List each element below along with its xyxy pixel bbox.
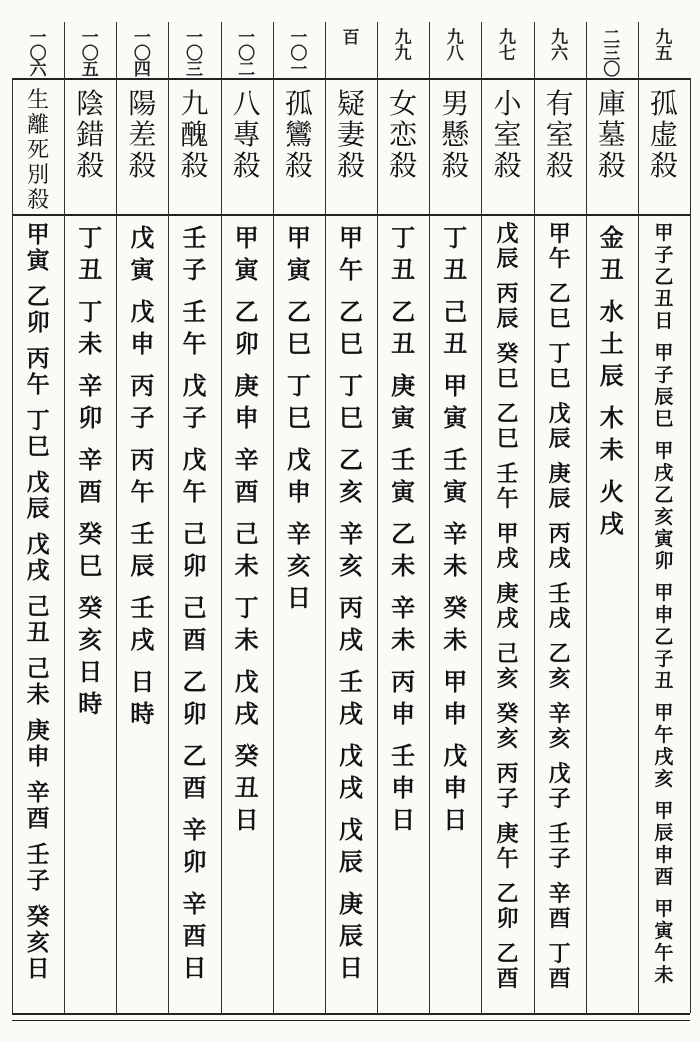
entry-number: 一 〇 三: [186, 28, 204, 80]
entry-name: 庫 墓 殺: [597, 87, 626, 182]
entry-number: 一 〇 二: [238, 28, 256, 80]
entry-name: 九 醜 殺: [180, 87, 209, 182]
entry-text: 丁 丑 己 丑 甲 寅 壬 寅 辛 未 癸 未 甲 申 戊 申 日: [443, 224, 468, 834]
entry-name: 有 室 殺: [545, 87, 574, 182]
entry-name: 孤 虚 殺: [649, 87, 678, 182]
entry-name: 疑 妻 殺: [336, 87, 365, 182]
entry-text: 戊 辰 丙 辰 癸 巳 乙 巳 壬 午 甲 戌 庚 戌 己 亥 癸 亥 丙 子 庚 午 乙 卯 乙 酉: [496, 222, 519, 992]
header-rule: [12, 214, 690, 216]
entry-name: 陰 錯 殺: [76, 87, 105, 182]
entry-name: 陽 差 殺: [128, 87, 157, 182]
entry-number: 一 〇 四: [133, 28, 151, 80]
entry-text: 甲 寅 乙 卯 丙 午 丁 巳 戊 辰 戊 戌 己 丑 己 未 庚 申 辛 酉 壬 子 癸 亥 日: [26, 222, 50, 982]
top-rule: [12, 78, 690, 80]
entry-name: 生 離 死 別 殺: [27, 88, 50, 213]
entry-number: 一 〇 六: [29, 28, 47, 80]
entry-text: 甲 寅 乙 卯 庚 申 辛 酉 己 未 丁 未 戊 戌 癸 丑 日: [234, 224, 259, 834]
entry-number: 一 〇 五: [81, 28, 99, 80]
entry-text: 丁 丑 乙 丑 庚 寅 壬 寅 乙 未 辛 未 丙 申 壬 申 日: [391, 224, 416, 834]
entry-number: 二 三 〇: [603, 28, 621, 80]
entry-number: 九 八: [446, 28, 464, 64]
entry-text: 甲 午 乙 巳 丁 巳 戊 辰 庚 辰 丙 戌 壬 戌 乙 亥 辛 亥 戊 子 壬 子 辛 酉 丁 酉: [548, 222, 571, 992]
entry-number: 九 五: [655, 28, 673, 64]
entry-text: 丁 丑 丁 未 辛 卯 辛 酉 癸 巳 癸 亥 日 時: [78, 224, 103, 718]
entry-name: 男 懸 殺: [441, 87, 470, 182]
column-divider: [690, 78, 691, 1013]
entry-name: 八 專 殺: [232, 87, 261, 182]
entry-text: 金 丑 水 土 辰 木 未 火 戌: [599, 224, 624, 538]
entry-number: 九 六: [551, 28, 569, 64]
entry-text: 甲 子 乙 丑 日 甲 子 辰 巳 甲 戌 乙 亥 寅 卯 甲 申 乙 子 丑 甲 午 戌 亥 甲 辰 申 酉 甲 寅 午 未: [654, 222, 674, 986]
entry-text: 甲 午 乙 巳 丁 巳 乙 亥 辛 亥 丙 戌 壬 戌 戊 戌 戊 辰 庚 辰 日: [338, 224, 363, 982]
entry-number: 九 九: [394, 28, 412, 64]
bottom-rule: [12, 1013, 690, 1015]
entry-text: 壬 子 壬 午 戊 子 戊 午 己 卯 己 酉 乙 卯 乙 酉 辛 卯 辛 酉 日: [182, 224, 207, 982]
entry-text: 戊 寅 戊 申 丙 子 丙 午 壬 辰 壬 戌 日 時: [130, 224, 155, 728]
entry-name: 女 恋 殺: [389, 87, 418, 182]
entry-number: 百: [342, 28, 360, 48]
bottom-rule-thin: [12, 1020, 690, 1021]
entry-name: 孤 鸞 殺: [284, 87, 313, 182]
entry-text: 甲 寅 乙 巳 丁 巳 戊 申 辛 亥 日: [286, 224, 311, 612]
entry-number: 一 〇 一: [290, 28, 308, 80]
entry-name: 小 室 殺: [493, 87, 522, 182]
entry-number: 九 七: [498, 28, 516, 64]
